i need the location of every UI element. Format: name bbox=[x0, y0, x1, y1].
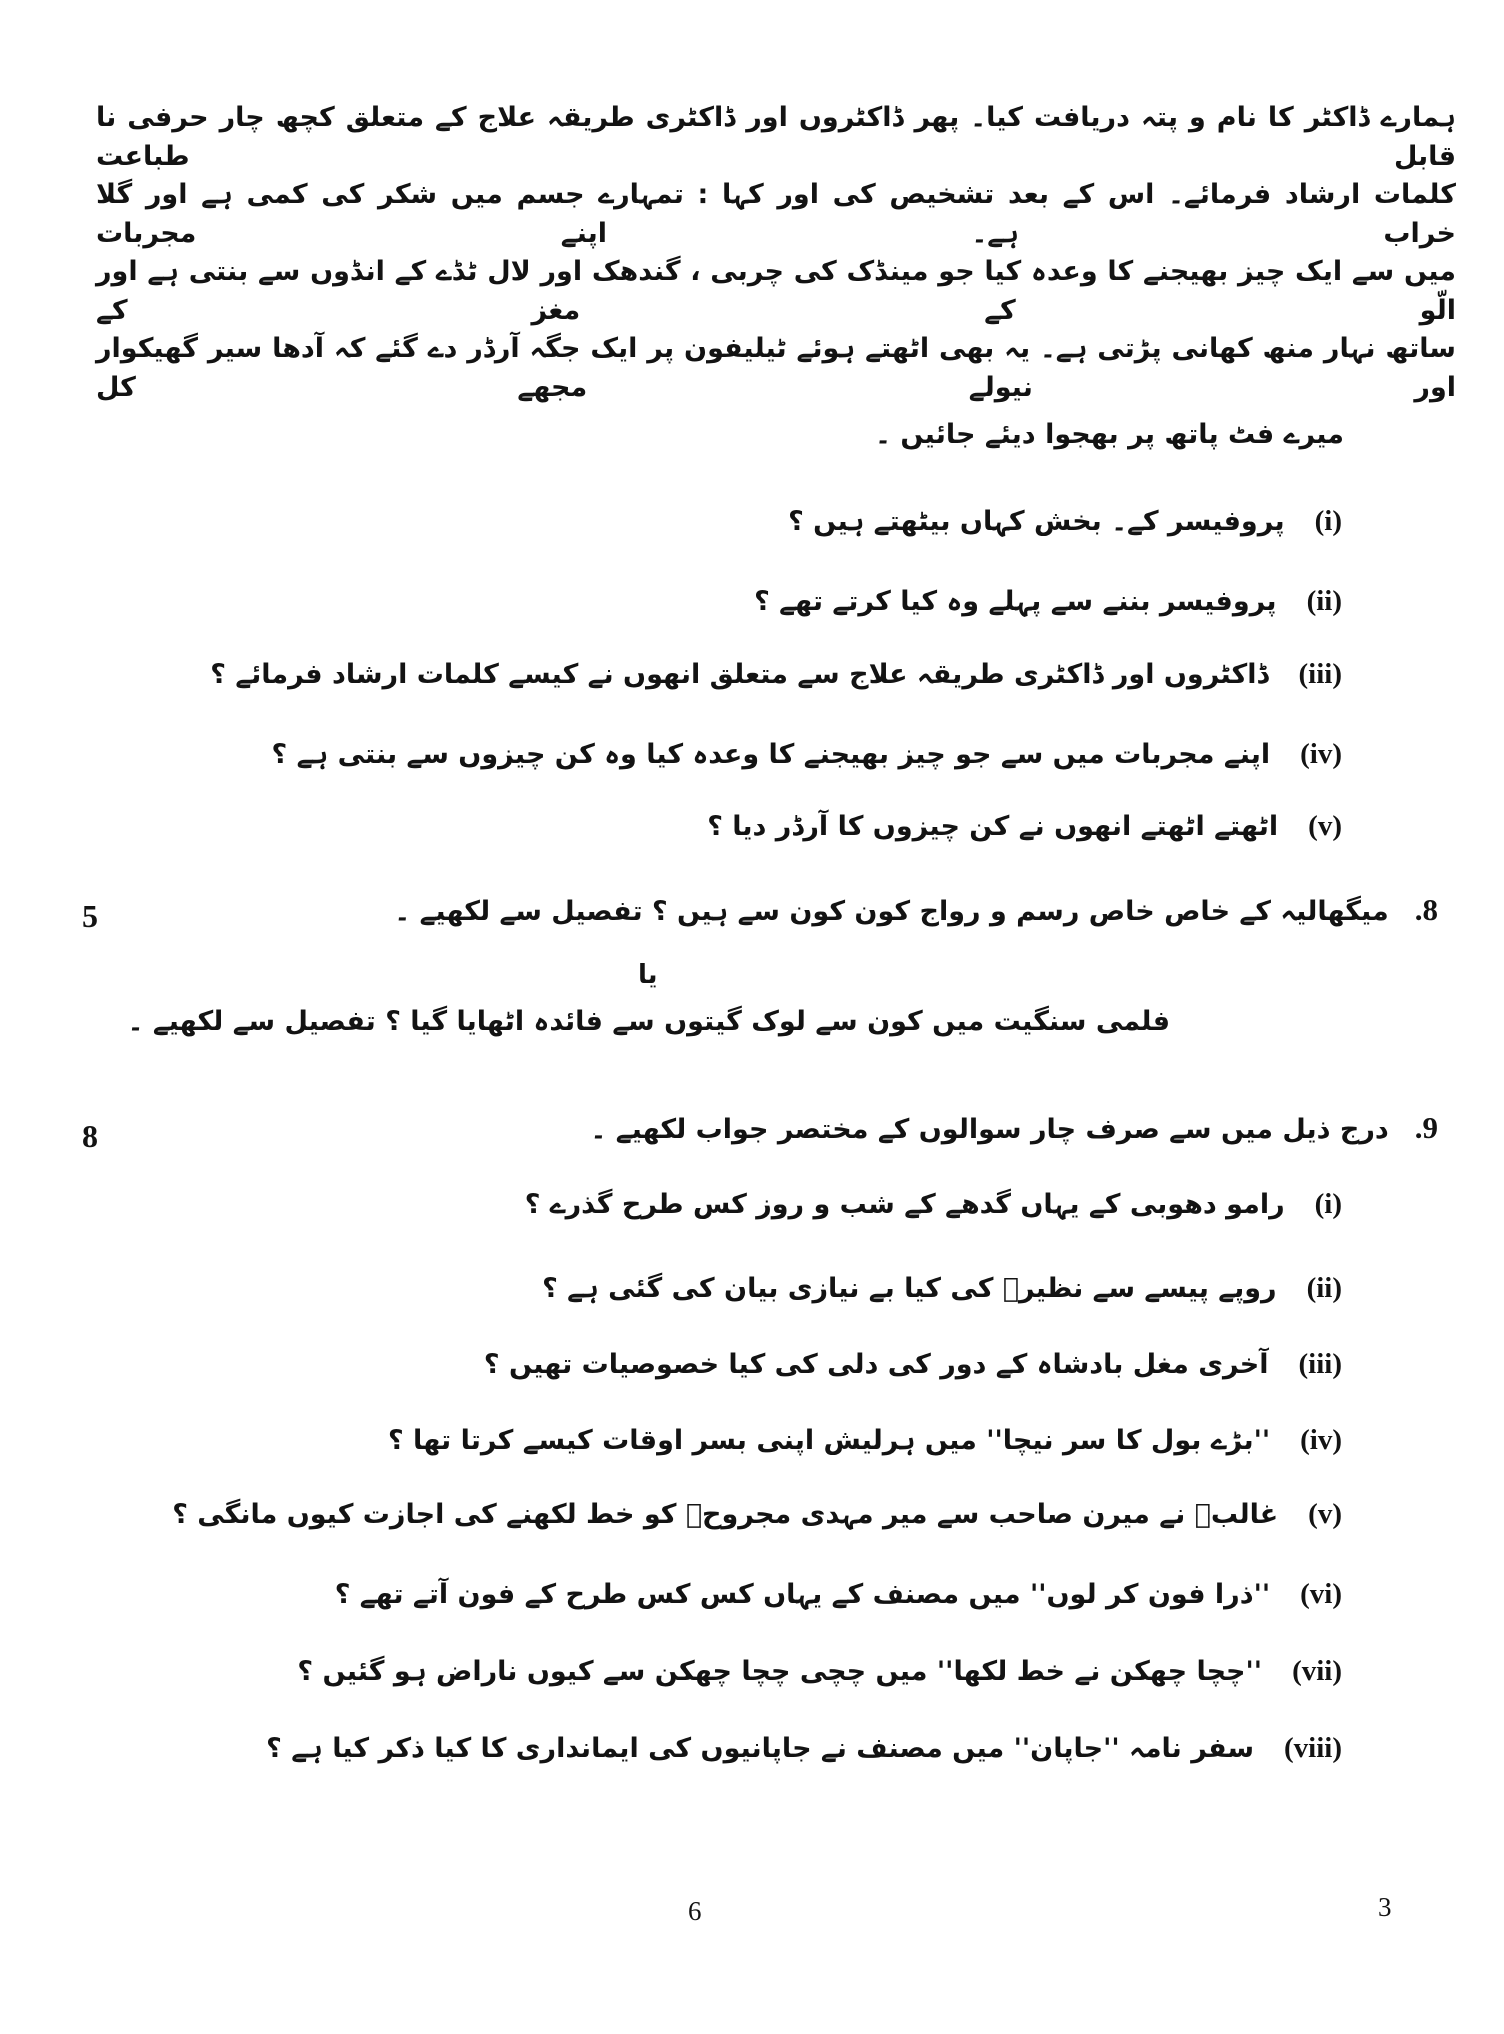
passage-line: ہمارے ڈاکٹر کا نام و پتہ دریافت کیا۔ پھر ڈاکٹروں اور ڈاکٹری طریقہ علاج کے متعلق کچھ چار حرفی نا قابل طباعت bbox=[96, 102, 1456, 173]
passage-question-row bbox=[210, 658, 1342, 691]
question-numeral: (v) bbox=[1308, 1498, 1342, 1530]
q8-alternative-text: فلمی سنگیت میں کون سے لوک گیتوں سے فائدہ اٹھایا گیا ؟ تفصیل سے لکھیے ۔ bbox=[127, 1006, 1170, 1037]
question-numeral: (ii) bbox=[1306, 585, 1342, 617]
q9-marks: 8 bbox=[82, 1118, 98, 1154]
question-numeral: (iv) bbox=[1300, 1424, 1342, 1456]
q9-subquestion-row bbox=[542, 1272, 1342, 1305]
question-numeral: (i) bbox=[1314, 505, 1342, 537]
question-text: ''چچا چھکن نے خط لکھا'' میں چچی چچا چھکن سے کیوں ناراض ہو گئیں ؟ bbox=[297, 1656, 1263, 1687]
passage-line: میں سے ایک چیز بھیجنے کا وعدہ کیا جو مینڈک کی چربی ، گندھک اور لال ٹڈے کے انڈوں سے بنتی ہے اور الّو کے مغز کے bbox=[96, 256, 1456, 327]
question-text: درج ذیل میں سے صرف چار سوالوں کے مختصر جواب لکھیے ۔ bbox=[590, 1114, 1389, 1145]
q9-subquestion-row bbox=[484, 1348, 1342, 1381]
question-text: میگھالیہ کے خاص خاص رسم و رواج کون کون سے ہیں ؟ تفصیل سے لکھیے ۔ bbox=[394, 896, 1389, 927]
question-text: روپے پیسے سے نظیرؔ کی کیا بے نیازی بیان کی گئی ہے ؟ bbox=[542, 1273, 1277, 1304]
question-numeral: (iv) bbox=[1300, 738, 1342, 770]
passage-line: ساتھ نہار منھ کھانی پڑتی ہے۔ یہ بھی اٹھتے ہوئے ٹیلیفون پر ایک جگہ آرڈر دے گئے کہ آدھا سیر گھیکوار اور نیولے مجھے کل bbox=[96, 333, 1456, 404]
question-numeral: (v) bbox=[1308, 810, 1342, 842]
passage-question-row bbox=[707, 810, 1342, 843]
question-text: اپنے مجربات میں سے جو چیز بھیجنے کا وعدہ کیا وہ کن چیزوں سے بنتی ہے ؟ bbox=[271, 739, 1271, 770]
q9-subquestion-row bbox=[266, 1732, 1342, 1765]
q9-subquestion-row bbox=[388, 1424, 1342, 1457]
question-number: 9. bbox=[1414, 1110, 1438, 1145]
question-8-row bbox=[394, 892, 1438, 928]
question-numeral: (viii) bbox=[1284, 1732, 1342, 1764]
question-9-row bbox=[591, 1110, 1438, 1146]
question-text: غالبؔ نے میرن صاحب سے میر مہدی مجروحؔ کو خط لکھنے کی اجازت کیوں مانگی ؟ bbox=[172, 1499, 1279, 1530]
q9-subquestion-row bbox=[172, 1498, 1342, 1531]
passage-question-row bbox=[788, 505, 1342, 538]
q8-marks: 5 bbox=[82, 898, 98, 934]
question-text: ڈاکٹروں اور ڈاکٹری طریقہ علاج سے متعلق انھوں نے کیسے کلمات ارشاد فرمائے ؟ bbox=[210, 659, 1269, 690]
passage-line: کلمات ارشاد فرمائے۔ اس کے بعد تشخیص کی اور کہا : تمہارے جسم میں شکر کی کمی ہے اور گلا خراب ہے۔ اپنے مجربات bbox=[96, 179, 1456, 250]
question-numeral: (iii) bbox=[1298, 1348, 1342, 1380]
passage-question-row bbox=[272, 738, 1342, 771]
question-numeral: (vi) bbox=[1300, 1578, 1342, 1610]
question-text: آخری مغل بادشاہ کے دور کی دلی کی کیا خصوصیات تھیں ؟ bbox=[483, 1349, 1269, 1380]
question-text: رامو دھوبی کے یہاں گدھے کے شب و روز کس طرح گذرے ؟ bbox=[524, 1189, 1285, 1220]
page-number-right: 3 bbox=[1378, 1892, 1392, 1922]
question-text: پروفیسر کے۔ بخش کہاں بیٹھتے ہیں ؟ bbox=[788, 506, 1285, 537]
q9-subquestion-row bbox=[297, 1655, 1342, 1688]
question-text: پروفیسر بننے سے پہلے وہ کیا کرتے تھے ؟ bbox=[754, 586, 1277, 617]
page-number-center: 6 bbox=[688, 1896, 702, 1926]
passage-last-line: میرے فٹ پاتھ پر بھجوا دیئے جائیں ۔ bbox=[875, 419, 1344, 450]
q9-subquestion-row bbox=[335, 1578, 1342, 1611]
or-label: یا bbox=[638, 960, 658, 990]
passage-question-row bbox=[754, 585, 1342, 618]
q9-subquestion-row bbox=[525, 1188, 1342, 1221]
question-text: ''ذرا فون کر لوں'' میں مصنف کے یہاں کس کس طرح کے فون آتے تھے ؟ bbox=[334, 1579, 1271, 1610]
question-numeral: (i) bbox=[1314, 1188, 1342, 1220]
question-text: اٹھتے اٹھتے انھوں نے کن چیزوں کا آرڈر دیا ؟ bbox=[707, 811, 1279, 842]
question-numeral: (ii) bbox=[1306, 1272, 1342, 1304]
question-numeral: (vii) bbox=[1292, 1655, 1342, 1687]
question-number: 8. bbox=[1414, 892, 1438, 927]
question-text: ''بڑے بول کا سر نیچا'' میں ہرلیش اپنی بسر اوقات کیسے کرتا تھا ؟ bbox=[388, 1425, 1271, 1456]
question-numeral: (iii) bbox=[1298, 658, 1342, 690]
question-text: سفر نامہ ''جاپان'' میں مصنف نے جاپانیوں کی ایمانداری کا کیا ذکر کیا ہے ؟ bbox=[266, 1733, 1254, 1764]
